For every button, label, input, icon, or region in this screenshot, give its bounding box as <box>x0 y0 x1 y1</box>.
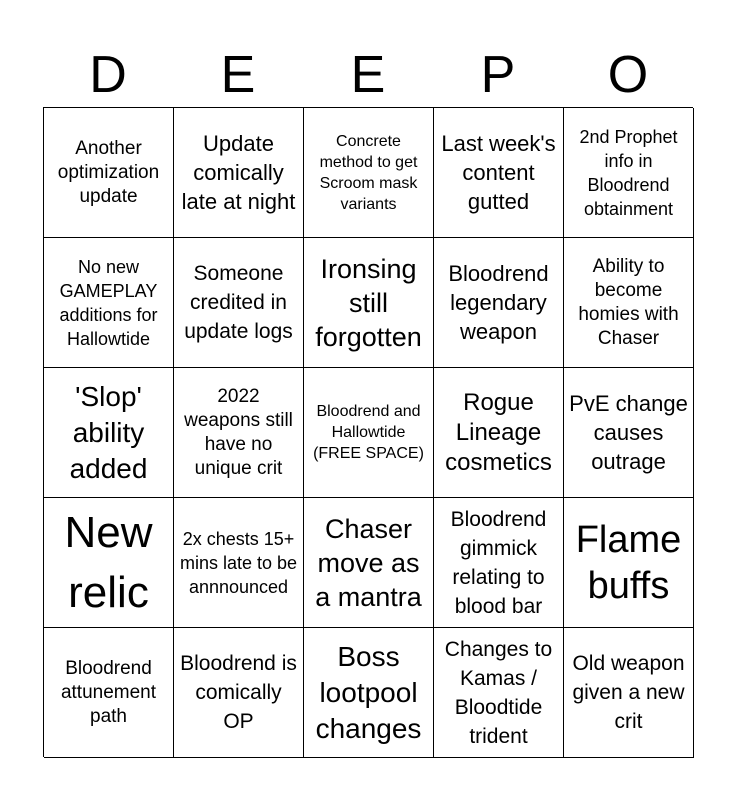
bingo-cell[interactable] <box>44 238 174 368</box>
bingo-cell[interactable] <box>44 108 174 238</box>
cell-text: Bloodrend gimmick relating to blood bar <box>450 507 547 618</box>
cell-text: Concrete method to get Scroom mask variants <box>319 132 418 213</box>
bingo-cell[interactable] <box>174 368 304 498</box>
cell-text: 2022 weapons still have no unique crit <box>184 385 293 479</box>
free-space-cell[interactable] <box>304 368 434 498</box>
bingo-cell[interactable] <box>174 108 304 238</box>
bingo-cell[interactable] <box>304 498 434 628</box>
header-letter-o: O <box>607 46 649 104</box>
cell-text: Rogue Lineage cosmetics <box>445 388 552 476</box>
bingo-header <box>43 44 693 106</box>
bingo-cell[interactable] <box>434 368 564 498</box>
cell-text: No new GAMEPLAY additions for Hallowtide <box>59 256 158 349</box>
cell-text: Someone credited in update logs <box>184 262 293 343</box>
header-letter-e2: E <box>350 46 386 104</box>
bingo-cell[interactable] <box>564 238 694 368</box>
cell-text: Ability to become homies with Chaser <box>578 255 679 349</box>
bingo-cell[interactable] <box>434 628 564 758</box>
bingo-cell[interactable] <box>304 108 434 238</box>
bingo-board <box>43 107 693 757</box>
cell-text: Bloodrend is comically OP <box>180 652 297 733</box>
cell-text: New relic <box>64 507 153 617</box>
cell-text: 2x chests 15+ mins late to be annnounced <box>179 528 298 597</box>
bingo-cell[interactable] <box>564 368 694 498</box>
bingo-cell[interactable] <box>434 498 564 628</box>
bingo-cell[interactable] <box>564 498 694 628</box>
bingo-cell[interactable] <box>44 368 174 498</box>
cell-text: Changes to Kamas / Bloodtide trident <box>444 637 553 748</box>
cell-text: Bloodrend attunement path <box>60 657 157 727</box>
header-letter-p: P <box>480 46 516 104</box>
bingo-cell[interactable] <box>304 238 434 368</box>
header-letter-d: D <box>89 46 127 104</box>
header-letter-e1: E <box>220 46 256 104</box>
cell-text: Bloodrend legendary weapon <box>448 261 549 344</box>
cell-text: Old weapon given a new crit <box>572 652 685 733</box>
bingo-cell[interactable] <box>44 628 174 758</box>
cell-text: Update comically late at night <box>181 131 296 214</box>
bingo-cell[interactable] <box>434 238 564 368</box>
bingo-cell[interactable] <box>174 498 304 628</box>
bingo-cell[interactable] <box>174 238 304 368</box>
cell-text: Boss lootpool changes <box>315 640 422 744</box>
bingo-cell[interactable] <box>174 628 304 758</box>
bingo-cell[interactable] <box>44 498 174 628</box>
cell-text: Ironsing still forgotten <box>315 253 422 352</box>
cell-text: Flame buffs <box>575 518 682 607</box>
cell-text: PvE change causes outrage <box>569 391 688 474</box>
cell-text: Another optimization update <box>57 137 160 207</box>
cell-text: Chaser move as a mantra <box>315 513 422 612</box>
cell-text: 2nd Prophet info in Bloodrend obtainment <box>579 126 678 219</box>
bingo-cell[interactable] <box>304 628 434 758</box>
cell-text: Bloodrend and Hallowtide (FREE SPACE) <box>313 403 424 462</box>
bingo-cell[interactable] <box>434 108 564 238</box>
cell-text: Last week's content gutted <box>441 131 556 214</box>
bingo-cell[interactable] <box>564 628 694 758</box>
bingo-cell[interactable] <box>564 108 694 238</box>
cell-text: 'Slop' ability added <box>69 380 148 484</box>
